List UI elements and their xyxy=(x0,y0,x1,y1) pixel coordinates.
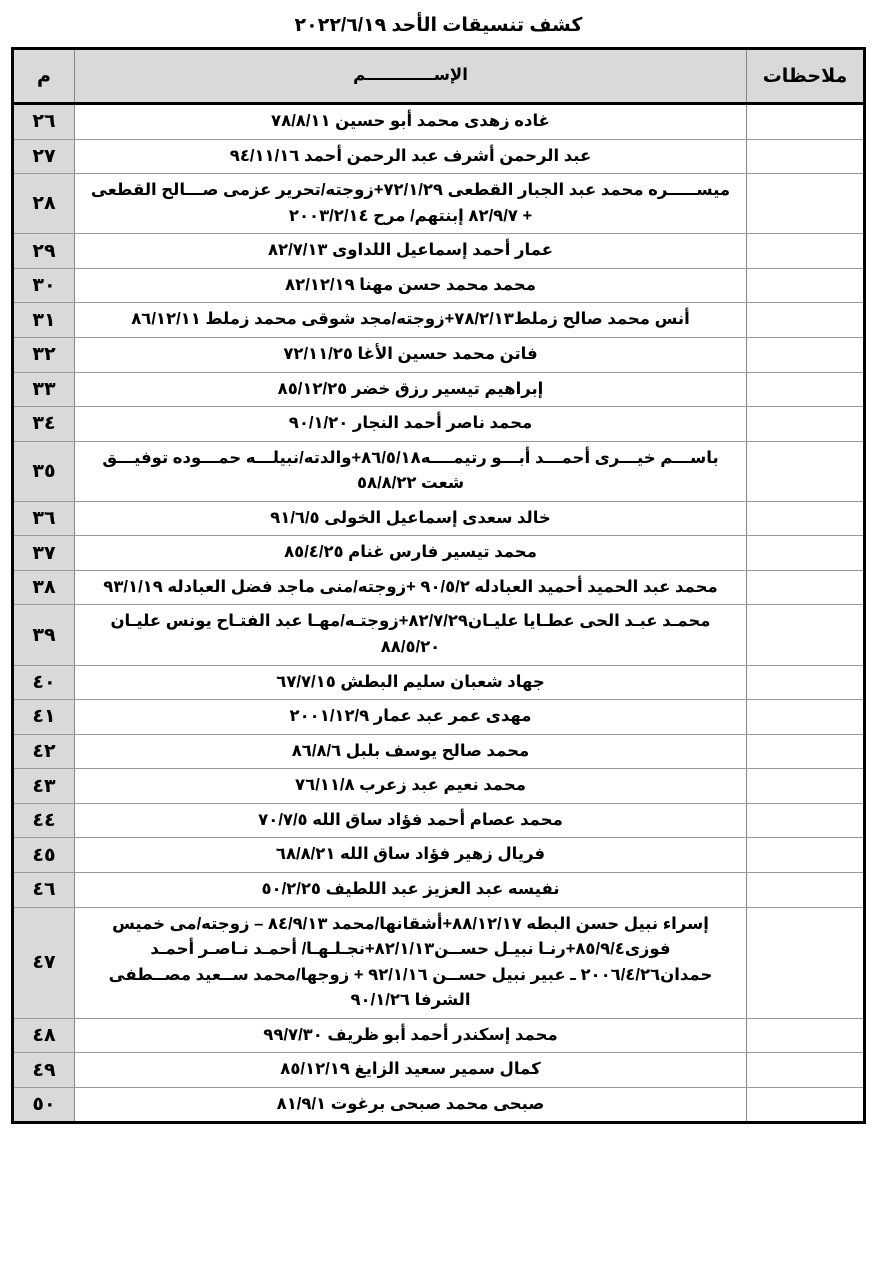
cell-serial: ٤٤ xyxy=(13,803,75,838)
cell-notes xyxy=(747,174,865,234)
table-row xyxy=(13,303,865,338)
cell-serial: ٣٠ xyxy=(13,268,75,303)
cell-notes xyxy=(747,803,865,838)
cell-notes xyxy=(747,303,865,338)
cell-notes xyxy=(747,1053,865,1088)
cell-notes xyxy=(747,838,865,873)
cell-serial: ٤٢ xyxy=(13,734,75,769)
cell-serial: ٣٧ xyxy=(13,536,75,571)
cell-name-line: شعت ٥٨/٨/٢٢ xyxy=(356,474,465,493)
cell-notes xyxy=(747,570,865,605)
table-row xyxy=(13,1087,865,1123)
cell-name xyxy=(75,268,747,303)
cell-serial: ٣٢ xyxy=(13,337,75,372)
cell-name xyxy=(75,407,747,442)
cell-name-line: فاتن محمد حسين الأغا ٧٢/١١/٢٥ xyxy=(283,344,538,363)
cell-notes xyxy=(747,1018,865,1053)
table-body xyxy=(13,104,865,1123)
cell-name-line: عمار أحمد إسماعيل اللداوى ٨٢/٧/١٣ xyxy=(267,241,554,260)
cell-name xyxy=(75,441,747,501)
cell-serial: ٤٩ xyxy=(13,1053,75,1088)
cell-serial: ٤٦ xyxy=(13,872,75,907)
table-row xyxy=(13,372,865,407)
table-row xyxy=(13,803,865,838)
cell-name xyxy=(75,907,747,1018)
cell-name-line: فريال زهير فؤاد ساق الله ٦٨/٨/٢١ xyxy=(275,845,546,864)
cell-name-line: الشرفا ٩٠/١/٢٦ xyxy=(350,991,471,1010)
cell-serial: ٣٦ xyxy=(13,501,75,536)
cell-notes xyxy=(747,104,865,140)
cell-serial: ٣٣ xyxy=(13,372,75,407)
cell-name xyxy=(75,838,747,873)
cell-name xyxy=(75,769,747,804)
table-row xyxy=(13,907,865,1018)
table-container xyxy=(0,47,877,1124)
cell-notes xyxy=(747,605,865,665)
cell-name-line: محمد ناصر أحمد النجار ٩٠/١/٢٠ xyxy=(288,414,533,433)
cell-notes xyxy=(747,337,865,372)
table-header xyxy=(13,49,865,104)
table-row xyxy=(13,570,865,605)
table-row xyxy=(13,734,865,769)
cell-name-line: حمدان٢٠٠٦/٤/٢٦ ـ عبير نبيل حســن ٩٢/١/١٦ + زوجها/محمد ســعيد مصــطفى xyxy=(108,965,713,984)
table-row xyxy=(13,407,865,442)
cell-name-line: باســـم خيـــرى أحمـــد أبـــو رتيمــــه٨٦/٥/١٨+والدته/نبيلـــه حمـــوده توفيـــق xyxy=(102,448,719,467)
cell-name xyxy=(75,1018,747,1053)
cell-notes xyxy=(747,268,865,303)
cell-name-line: محمد صالح يوسف بلبل ٨٦/٨/٦ xyxy=(291,741,530,760)
cell-notes xyxy=(747,407,865,442)
cell-name xyxy=(75,234,747,269)
cell-name-line: محمد إسكندر أحمد أبو ظريف ٩٩/٧/٣٠ xyxy=(263,1025,558,1044)
cell-serial: ٢٨ xyxy=(13,174,75,234)
cell-name-line: إسراء نبيل حسن البطه ٨٨/١٢/١٧+أشقانها/محمد ٨٤/٩/١٣ – زوجته/مى خميس xyxy=(112,914,709,933)
cell-name xyxy=(75,605,747,665)
table-row xyxy=(13,665,865,700)
page-title: كشف تنسيقات الأحد ٢٠٢٢/٦/١٩ xyxy=(294,15,583,36)
cell-name-line: غاده زهدى محمد أبو حسين ٧٨/٨/١١ xyxy=(271,112,550,130)
cell-name xyxy=(75,104,747,140)
cell-notes xyxy=(747,441,865,501)
table-row xyxy=(13,174,865,234)
cell-name-line: أنس محمد صالح زملط٧٨/٢/١٣+زوجته/مجد شوقى محمد زملط ٨٦/١٢/١١ xyxy=(131,310,690,329)
cell-name-line: محمد عبد الحميد أحميد العبادله ٩٠/٥/٢ +زوجته/منى ماجد فضل العبادله ٩٣/١/١٩ xyxy=(103,577,718,596)
cell-name xyxy=(75,1087,747,1123)
cell-serial: ٢٩ xyxy=(13,234,75,269)
table-row xyxy=(13,1053,865,1088)
cell-name-line: نفيسه عبد العزيز عبد اللطيف ٥٠/٢/٢٥ xyxy=(261,879,560,898)
table-row xyxy=(13,234,865,269)
cell-name xyxy=(75,803,747,838)
cell-name-line: جهاد شعبان سليم البطش ٦٧/٧/١٥ xyxy=(276,672,545,691)
cell-serial: ٣٥ xyxy=(13,441,75,501)
cell-name-line: + ٨٢/٩/٧ إبنتهم/ مرح ٢٠٠٣/٢/١٤ xyxy=(288,206,533,225)
column-header-serial: م xyxy=(13,49,75,104)
cell-name-line: كمال سمير سعيد الزايغ ٨٥/١٢/١٩ xyxy=(280,1060,541,1079)
cell-notes xyxy=(747,501,865,536)
table-row xyxy=(13,872,865,907)
table-row xyxy=(13,700,865,735)
cell-serial: ٤٧ xyxy=(13,907,75,1018)
cell-name xyxy=(75,872,747,907)
coordination-table xyxy=(11,47,866,1124)
cell-serial: ٣١ xyxy=(13,303,75,338)
cell-notes xyxy=(747,139,865,174)
cell-name xyxy=(75,501,747,536)
cell-serial: ٤٣ xyxy=(13,769,75,804)
cell-serial: ٢٧ xyxy=(13,139,75,174)
cell-serial: ٤٥ xyxy=(13,838,75,873)
cell-name xyxy=(75,665,747,700)
cell-notes xyxy=(747,1087,865,1123)
cell-name-line: محمـد عبـد الحى عطـايا عليـان٨٢/٧/٢٩+زوجتـه/مهـا عبد الفتـاح يونس عليـان xyxy=(110,612,711,631)
cell-name-line: محمد عصام أحمد فؤاد ساق الله ٧٠/٧/٥ xyxy=(258,810,563,829)
cell-serial: ٣٩ xyxy=(13,605,75,665)
cell-serial: ٥٠ xyxy=(13,1087,75,1123)
cell-serial: ٣٨ xyxy=(13,570,75,605)
cell-serial: ٤٠ xyxy=(13,665,75,700)
header-row xyxy=(13,49,865,104)
cell-notes xyxy=(747,872,865,907)
cell-serial: ٢٦ xyxy=(13,104,75,140)
cell-name xyxy=(75,536,747,571)
cell-name xyxy=(75,303,747,338)
table-row xyxy=(13,139,865,174)
cell-notes xyxy=(747,665,865,700)
cell-name-line: محمد نعيم عبد زعرب ٧٦/١١/٨ xyxy=(295,776,526,795)
cell-name-line: عبد الرحمن أشرف عبد الرحمن أحمد ٩٤/١١/١٦ xyxy=(229,146,592,165)
cell-name-line: خالد سعدى إسماعيل الخولى ٩١/٦/٥ xyxy=(270,508,551,527)
cell-notes xyxy=(747,734,865,769)
cell-notes xyxy=(747,372,865,407)
cell-notes xyxy=(747,234,865,269)
cell-notes xyxy=(747,536,865,571)
cell-name-line: ٨٨/٥/٢٠ xyxy=(380,638,441,656)
cell-name xyxy=(75,139,747,174)
cell-name xyxy=(75,734,747,769)
cell-name xyxy=(75,1053,747,1088)
table-row xyxy=(13,104,865,140)
table-row xyxy=(13,769,865,804)
cell-notes xyxy=(747,769,865,804)
cell-serial: ٣٤ xyxy=(13,407,75,442)
cell-name xyxy=(75,337,747,372)
table-row xyxy=(13,268,865,303)
cell-name-line: محمد تيسير فارس غنام ٨٥/٤/٢٥ xyxy=(284,543,537,562)
cell-name-line: فوزى٨٥/٩/٤+رنـا نبيـل حســن٨٢/١/١٣+نجـلـهـا/ أحمـد نـاصـر أحمـد xyxy=(150,940,671,959)
cell-name-line: إبراهيم تيسير رزق خضر ٨٥/١٢/٢٥ xyxy=(277,379,544,398)
table-row xyxy=(13,536,865,571)
table-row xyxy=(13,501,865,536)
table-row xyxy=(13,605,865,665)
table-row xyxy=(13,337,865,372)
cell-name-line: صبحى محمد صبحى برغوت ٨١/٩/١ xyxy=(276,1094,545,1113)
cell-name-line: محمد محمد حسن مهنا ٨٢/١٢/١٩ xyxy=(285,275,536,294)
cell-name xyxy=(75,570,747,605)
table-row xyxy=(13,1018,865,1053)
cell-name-line: ميســـــره محمد عبد الجبار القطعى ٧٢/١/٢٩+زوجته/تحرير عزمى صـــالح القطعى xyxy=(90,181,731,200)
cell-serial: ٤٨ xyxy=(13,1018,75,1053)
table-row xyxy=(13,441,865,501)
cell-name xyxy=(75,700,747,735)
cell-notes xyxy=(747,700,865,735)
cell-name xyxy=(75,174,747,234)
column-header-name: الإســــــــــــم xyxy=(75,49,747,104)
cell-name-line: مهدى عمر عبد عمار ٢٠٠١/١٢/٩ xyxy=(289,707,532,726)
table-row xyxy=(13,838,865,873)
cell-serial: ٤١ xyxy=(13,700,75,735)
column-header-notes: ملاحظات xyxy=(747,49,865,104)
cell-name xyxy=(75,372,747,407)
cell-notes xyxy=(747,907,865,1018)
